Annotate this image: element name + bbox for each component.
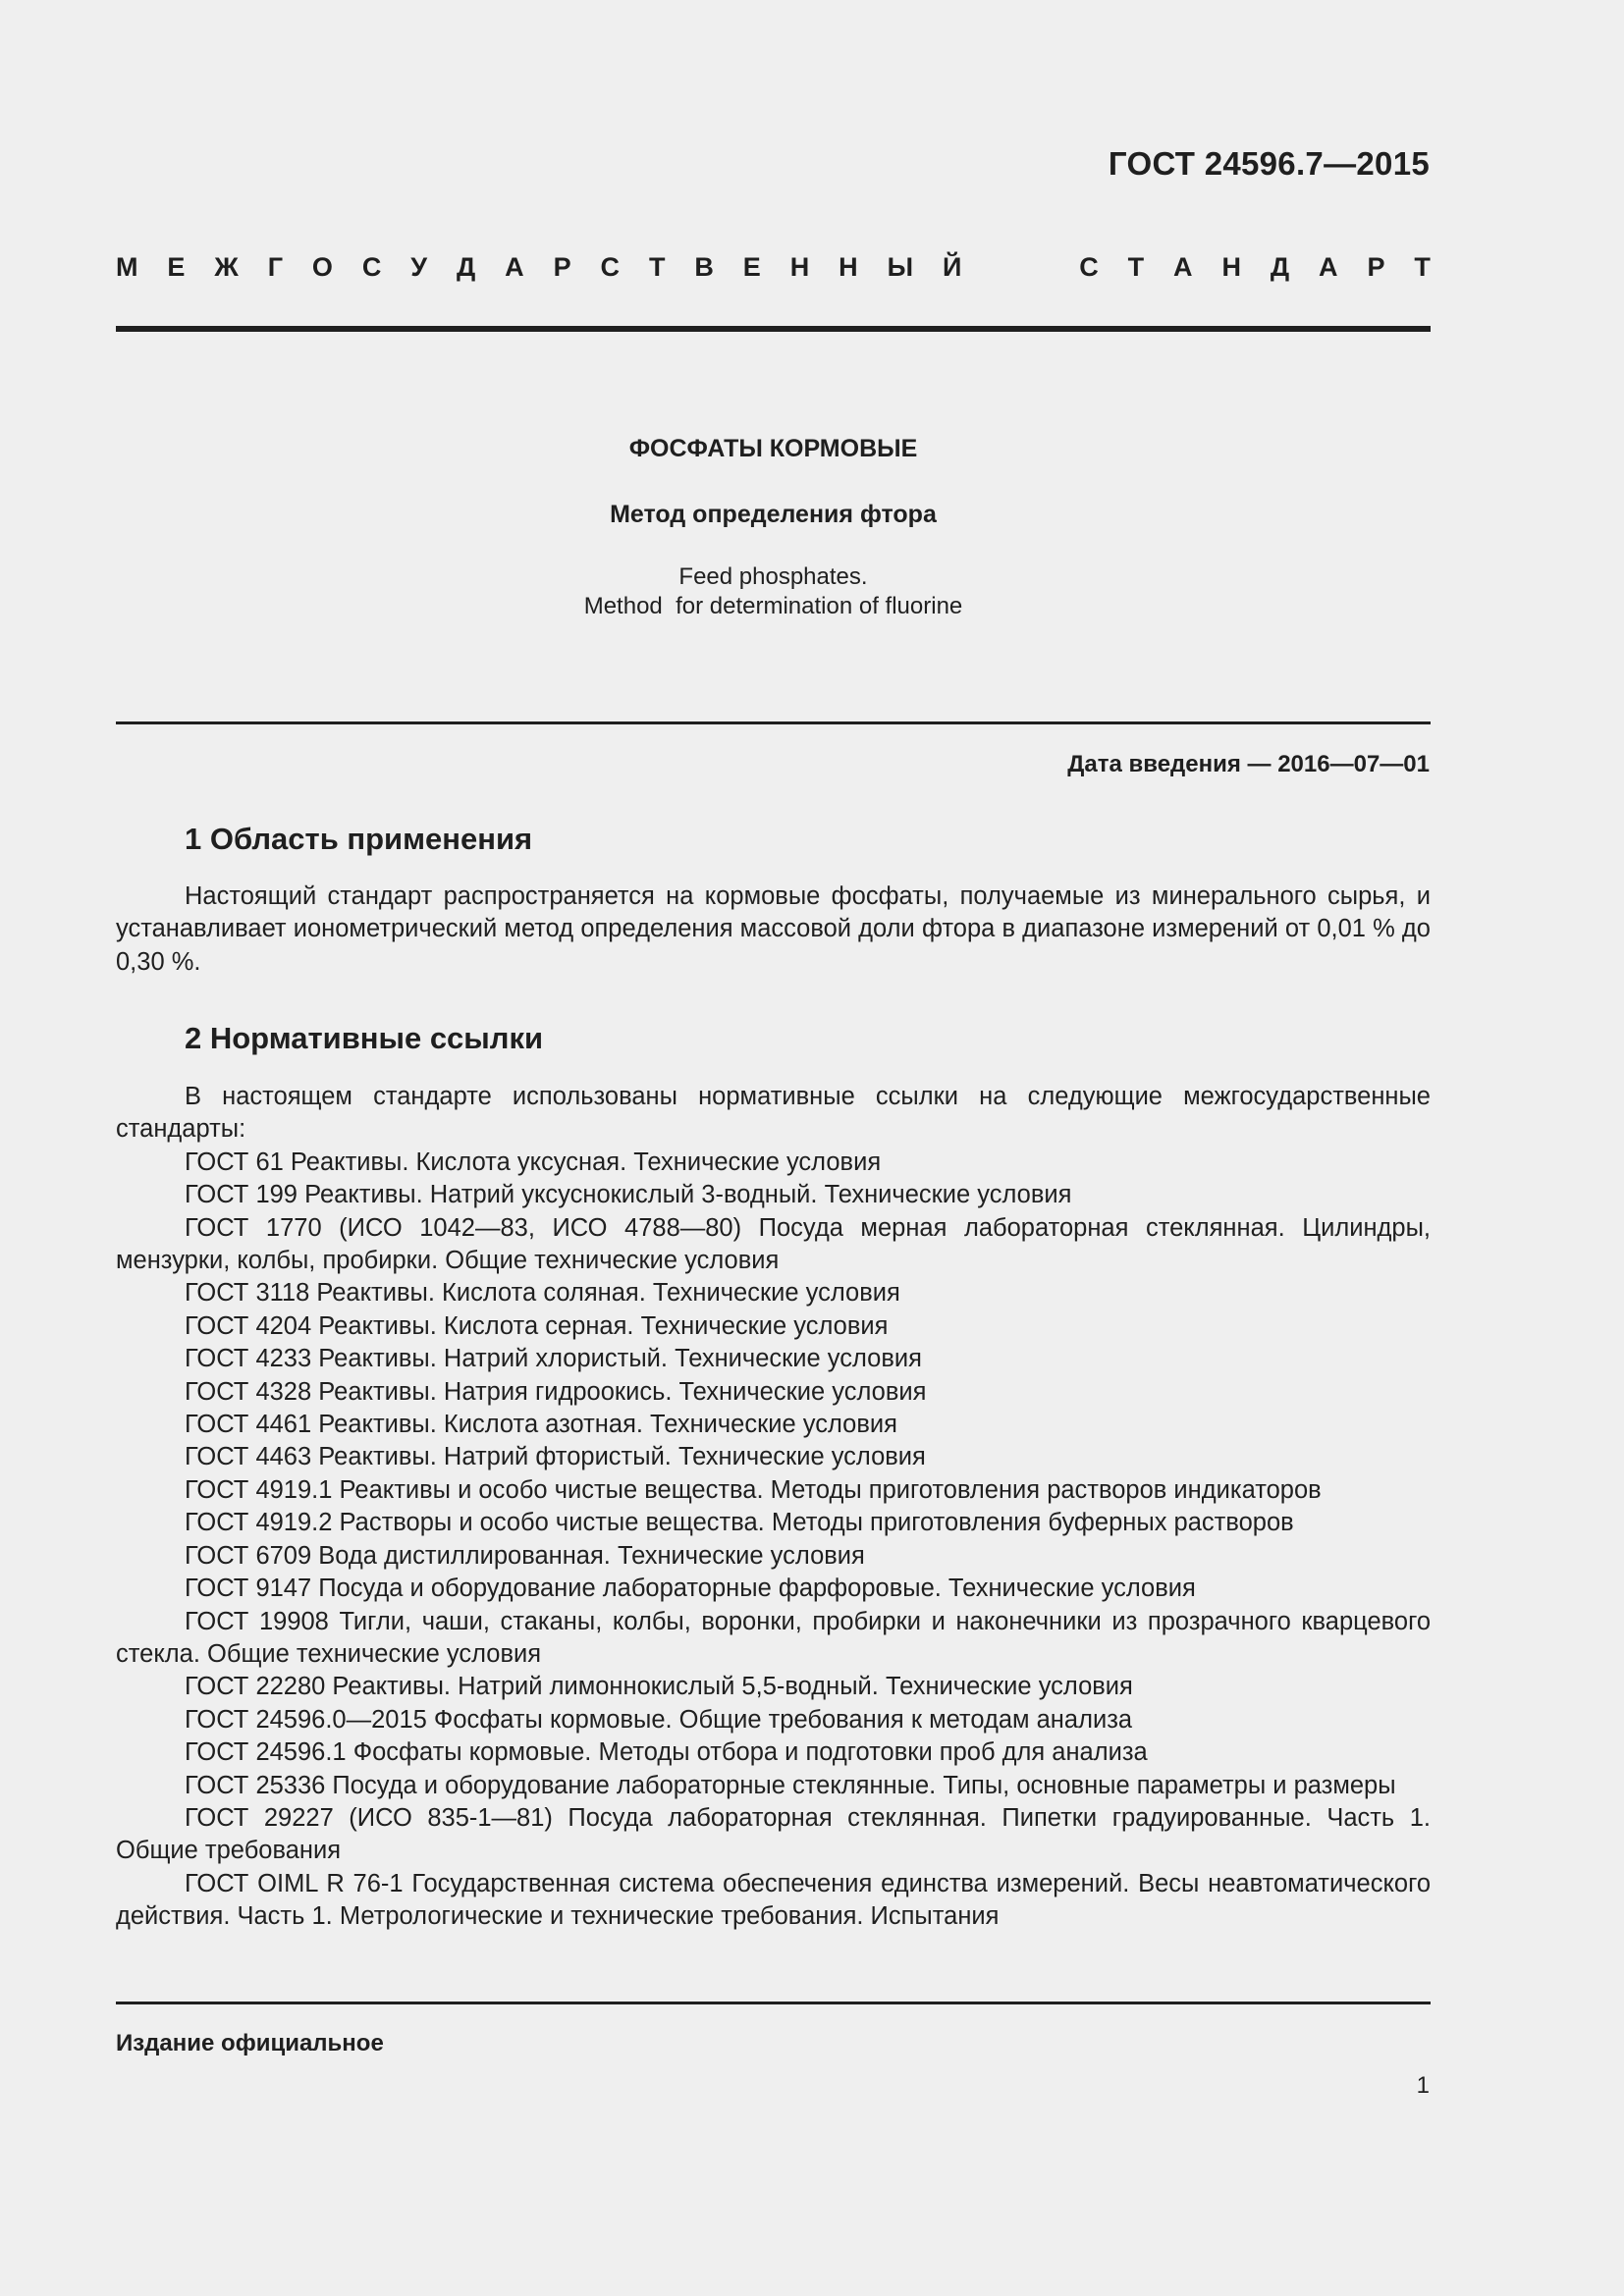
reference-item: ГОСТ 61 Реактивы. Кислота уксусная. Технические условия [185,1148,882,1176]
document-title: ФОСФАТЫ КОРМОВЫЕ [628,435,918,462]
banner-letter: В [694,252,714,282]
paragraph: Настоящий стандарт распространяется на кормовые фосфаты, получаемые из минерального сырья, и устанавливает ионометрический метод определения массовой доли фтора в диапазоне измерений от 0,01 % до 0,30 %. [116,882,1431,976]
header-divider [116,326,1431,332]
reference-item: ГОСТ 4461 Реактивы. Кислота азотная. Технические условия [185,1411,897,1439]
banner-letter: С [1079,252,1099,282]
reference-item: ГОСТ 4328 Реактивы. Натрия гидроокись. Технические условия [185,1377,927,1406]
section-2-body [116,1081,1431,1934]
banner-letter: А [1173,252,1193,282]
banner-letter: Т [648,252,666,282]
reference-item: ГОСТ 24596.1 Фосфаты кормовые. Методы отбора и подготовки проб для анализа [185,1738,1148,1767]
reference-item: ГОСТ 24596.0—2015 Фосфаты кормовые. Общие требования к методам анализа [185,1705,1133,1734]
english-title-line: Method for determination of fluorine [583,593,963,619]
document-subtitle: Метод определения фтора [610,501,937,528]
banner-letter: Т [1127,252,1145,282]
banner-letter: М [116,252,138,282]
official-edition-label: Издание официальное [116,2030,384,2056]
section-1-body [116,881,1431,979]
banner-letter: Н [839,252,858,282]
section-1-heading: 1 Область применения [185,822,533,856]
banner-letter: Н [789,252,810,282]
reference-item: ГОСТ 22280 Реактивы. Натрий лимоннокислый 5,5-водный. Технические условия [185,1673,1133,1701]
reference-item: ГОСТ 3118 Реактивы. Кислота соляная. Технические условия [185,1279,900,1308]
reference-item: ГОСТ 4233 Реактивы. Натрий хлористый. Технические условия [185,1345,922,1373]
reference-item: ГОСТ 4919.1 Реактивы и особо чистые вещества. Методы приготовления растворов индикаторов [185,1475,1322,1504]
banner-letter: О [311,252,333,282]
reference-item: ГОСТ 4463 Реактивы. Натрий фтористый. Технические условия [185,1443,926,1471]
title-divider [116,721,1431,724]
paragraph: В настоящем стандарте использованы нормативные ссылки на следующие межгосударственные стандарты: [116,1083,1431,1144]
banner-letter: Ж [214,252,239,282]
banner-letter: Р [1367,252,1385,282]
interstate-standard-banner [116,248,1431,286]
banner-letter: А [505,252,524,282]
banner-letter: Е [742,252,761,282]
introduction-date: Дата введения — 2016—07—01 [1067,751,1430,777]
reference-item: ГОСТ 6709 Вода дистиллированная. Технические условия [185,1541,865,1570]
reference-item: ГОСТ OIML R 76-1 Государственная система обеспечения единства измерений. Весы неавтоматического действия. Часть 1. Метрологические и технические требования. Испытания [116,1869,1431,1931]
banner-letter: У [410,252,428,282]
banner-letter: Р [553,252,571,282]
reference-item: ГОСТ 19908 Тигли, чаши, стаканы, колбы, воронки, пробирки и наконечники из прозрачного кварцевого стекла. Общие технические условия [116,1607,1431,1668]
banner-word-gap [991,248,1050,286]
english-title-line: Feed phosphates. [678,563,868,590]
banner-letter: Ы [887,252,914,282]
banner-letter: Т [1414,252,1431,282]
banner-letter: Й [942,252,962,282]
reference-item: ГОСТ 199 Реактивы. Натрий уксуснокислый 3-водный. Технические условия [185,1181,1072,1209]
reference-item: ГОСТ 4919.2 Растворы и особо чистые вещества. Методы приготовления буферных растворов [185,1509,1294,1537]
reference-item: ГОСТ 9147 Посуда и оборудование лабораторные фарфоровые. Технические условия [185,1575,1196,1603]
banner-letter: Г [267,252,283,282]
banner-letter: А [1319,252,1338,282]
section-2-heading: 2 Нормативные ссылки [185,1021,544,1055]
document-number: ГОСТ 24596.7—2015 [1108,145,1430,182]
banner-letter: Н [1221,252,1241,282]
footer-divider [116,2002,1431,2004]
page-number: 1 [1416,2072,1430,2099]
banner-letter: Д [1270,252,1290,282]
banner-letter: Е [167,252,186,282]
reference-item: ГОСТ 4204 Реактивы. Кислота серная. Технические условия [185,1311,889,1340]
reference-item: ГОСТ 29227 (ИСО 835-1—81) Посуда лабораторная стеклянная. Пипетки градуированные. Часть 1. Общие требования [116,1803,1431,1865]
banner-letter: С [600,252,621,282]
reference-item: ГОСТ 25336 Посуда и оборудование лабораторные стеклянные. Типы, основные параметры и размеры [185,1771,1396,1799]
banner-letter: С [361,252,382,282]
banner-letter: Д [457,252,476,282]
reference-item: ГОСТ 1770 (ИСО 1042—83, ИСО 4788—80) Посуда мерная лабораторная стеклянная. Цилиндры, мензурки, колбы, пробирки. Общие технические условия [116,1213,1431,1275]
